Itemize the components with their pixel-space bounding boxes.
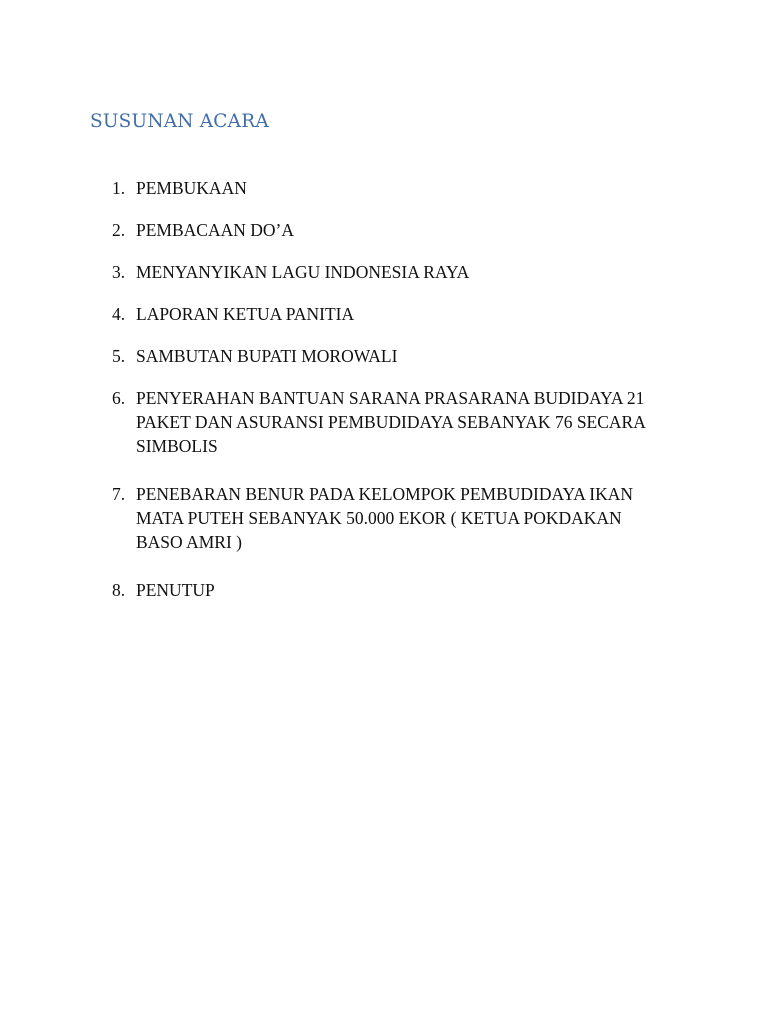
agenda-item: [0, 302, 668, 326]
agenda-item-number: 1.: [112, 178, 126, 198]
agenda-item: [0, 482, 668, 554]
agenda-item-number: 5.: [112, 346, 126, 366]
agenda-item-number: 3.: [112, 262, 126, 282]
agenda-item-number: 4.: [112, 304, 126, 324]
agenda-item-text: LAPORAN KETUA PANITIA: [136, 304, 355, 324]
agenda-list: [0, 176, 768, 602]
agenda-item-text: PEMBACAAN DO’A: [136, 220, 294, 240]
agenda-item-number: 6.: [112, 388, 126, 408]
agenda-item: [0, 386, 668, 458]
agenda-item-number: 8.: [112, 580, 126, 600]
agenda-item: [0, 218, 668, 242]
agenda-item: [0, 176, 668, 200]
agenda-item-text: SAMBUTAN BUPATI MOROWALI: [136, 346, 398, 366]
agenda-item-number: 7.: [112, 484, 126, 504]
agenda-item-text: PEMBUKAAN: [136, 178, 247, 198]
agenda-item-text: PENUTUP: [136, 580, 215, 600]
agenda-item: [0, 578, 668, 602]
agenda-item-number: 2.: [112, 220, 126, 240]
agenda-item-text: PENYERAHAN BANTUAN SARANA PRASARANA BUDIDAYA 21 PAKET DAN ASURANSI PEMBUDIDAYA SEBANYAK 76 SECARA SIMBOLIS: [136, 388, 645, 456]
agenda-item-text: PENEBARAN BENUR PADA KELOMPOK PEMBUDIDAYA IKAN MATA PUTEH SEBANYAK 50.000 EKOR ( KETUA POKDAKAN BASO AMRI ): [136, 484, 634, 552]
agenda-item: [0, 260, 668, 284]
agenda-item-text: MENYANYIKAN LAGU INDONESIA RAYA: [136, 262, 470, 282]
agenda-item: [0, 344, 668, 368]
document-title: SUSUNAN ACARA: [90, 111, 269, 132]
